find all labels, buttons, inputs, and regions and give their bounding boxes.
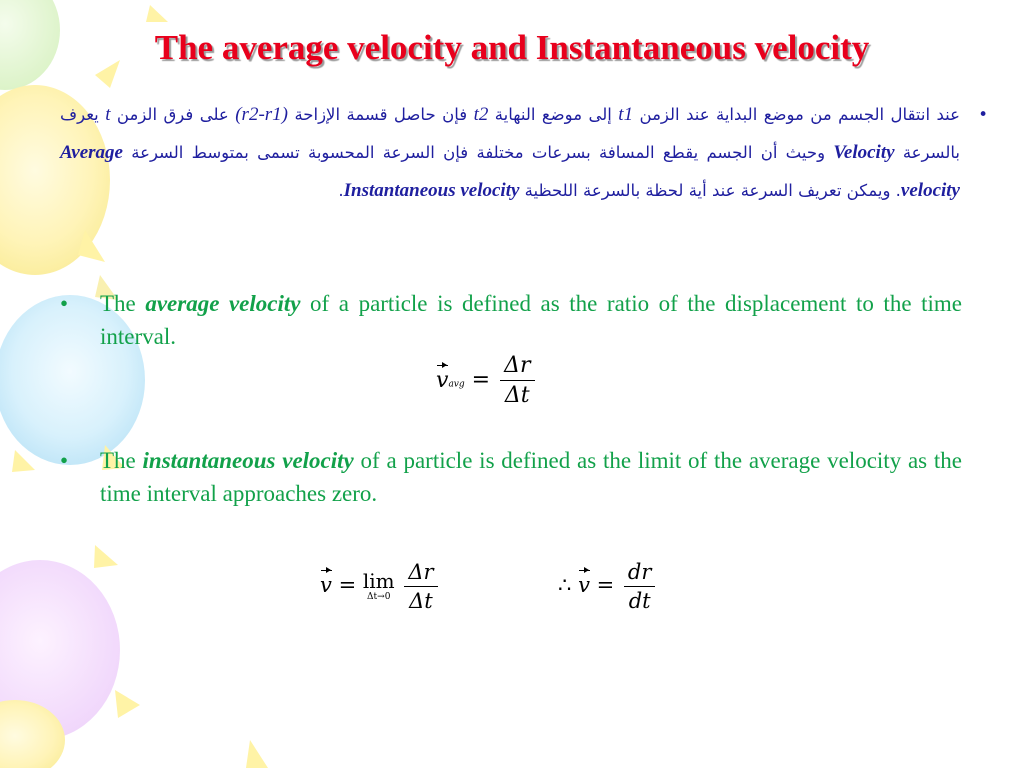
arabic-text-7: . ويمكن تعريف السرعة عند أية لحظة بالسرعة اللحظية — [519, 181, 901, 200]
arabic-bullet: • — [978, 105, 988, 124]
bullet-text-before: The — [100, 448, 143, 473]
term-average-velocity: Average velocity — [60, 142, 960, 201]
eq-numerator: Δr — [500, 353, 534, 381]
bullet-marker: • — [60, 291, 69, 316]
bullet-text-after: of a particle is defined as the limit of the average velocity as the time interval approaches zero. — [100, 448, 963, 506]
time-t2: t2 — [473, 104, 489, 125]
term-instantaneous-velocity-en: instantaneous velocity — [142, 448, 354, 473]
equation-derivative — [558, 560, 658, 613]
eq-fraction — [404, 560, 437, 613]
eq-lhs-v: v — [436, 367, 449, 393]
term-velocity: Velocity — [833, 142, 895, 163]
eq-limit-operator — [363, 571, 395, 602]
arabic-text-8: . — [338, 181, 344, 200]
equation-average-velocity — [436, 353, 538, 408]
eq-lhs-v: v — [578, 573, 590, 597]
eq-numerator: dr — [624, 560, 655, 587]
arabic-text-4: على فرق الزمن — [110, 105, 236, 124]
arabic-text-6: وحيث أن الجسم يقطع المسافة بسرعات مختلفة فإن السرعة المحسوبة تسمى بمتوسط السرعة — [122, 143, 834, 162]
time-t1: t1 — [618, 104, 634, 125]
term-average-velocity-en: average velocity — [145, 291, 301, 316]
eq-equals: = — [596, 573, 615, 597]
eq-denominator: dt — [628, 589, 651, 613]
bullet-marker: • — [60, 448, 69, 473]
eq-numerator: Δr — [404, 560, 437, 587]
eq-equals: = — [471, 367, 491, 393]
eq-denominator: Δt — [409, 589, 433, 613]
slide-title: The average velocity and Instantaneous velocity — [154, 28, 870, 67]
eq-equals: = — [338, 573, 357, 597]
eq-therefore: ∴ — [558, 573, 572, 597]
eq-lhs-v: v — [320, 573, 332, 597]
arabic-paragraph — [60, 96, 988, 210]
arabic-text-1: عند انتقال الجسم من موضع البداية عند الزمن — [633, 105, 960, 124]
arabic-text-2: إلى موضع النهاية — [488, 105, 619, 124]
eq-lhs-subscript: avg — [448, 379, 465, 390]
equation-limit — [320, 560, 441, 613]
bullet-average-velocity — [60, 287, 962, 353]
time-t: t — [105, 104, 111, 125]
bullet-text-after: of a particle is defined as the ratio of the displacement to the time interval. — [100, 291, 962, 349]
arabic-text-5: يعرف بالسرعة — [60, 105, 960, 162]
eq-lim-subscript: Δt→0 — [367, 592, 391, 602]
bullet-text-before: The — [100, 291, 146, 316]
eq-fraction — [500, 353, 534, 408]
eq-fraction — [624, 560, 655, 613]
eq-lim-word: lim — [362, 569, 395, 593]
eq-denominator: Δt — [504, 383, 530, 408]
term-instantaneous-velocity: Instantaneous velocity — [343, 180, 520, 201]
displacement-r: (r2-r1) — [235, 104, 288, 125]
arabic-text-3: فإن حاصل قسمة الإزاحة — [288, 105, 474, 124]
bullet-instantaneous-velocity — [60, 444, 963, 510]
